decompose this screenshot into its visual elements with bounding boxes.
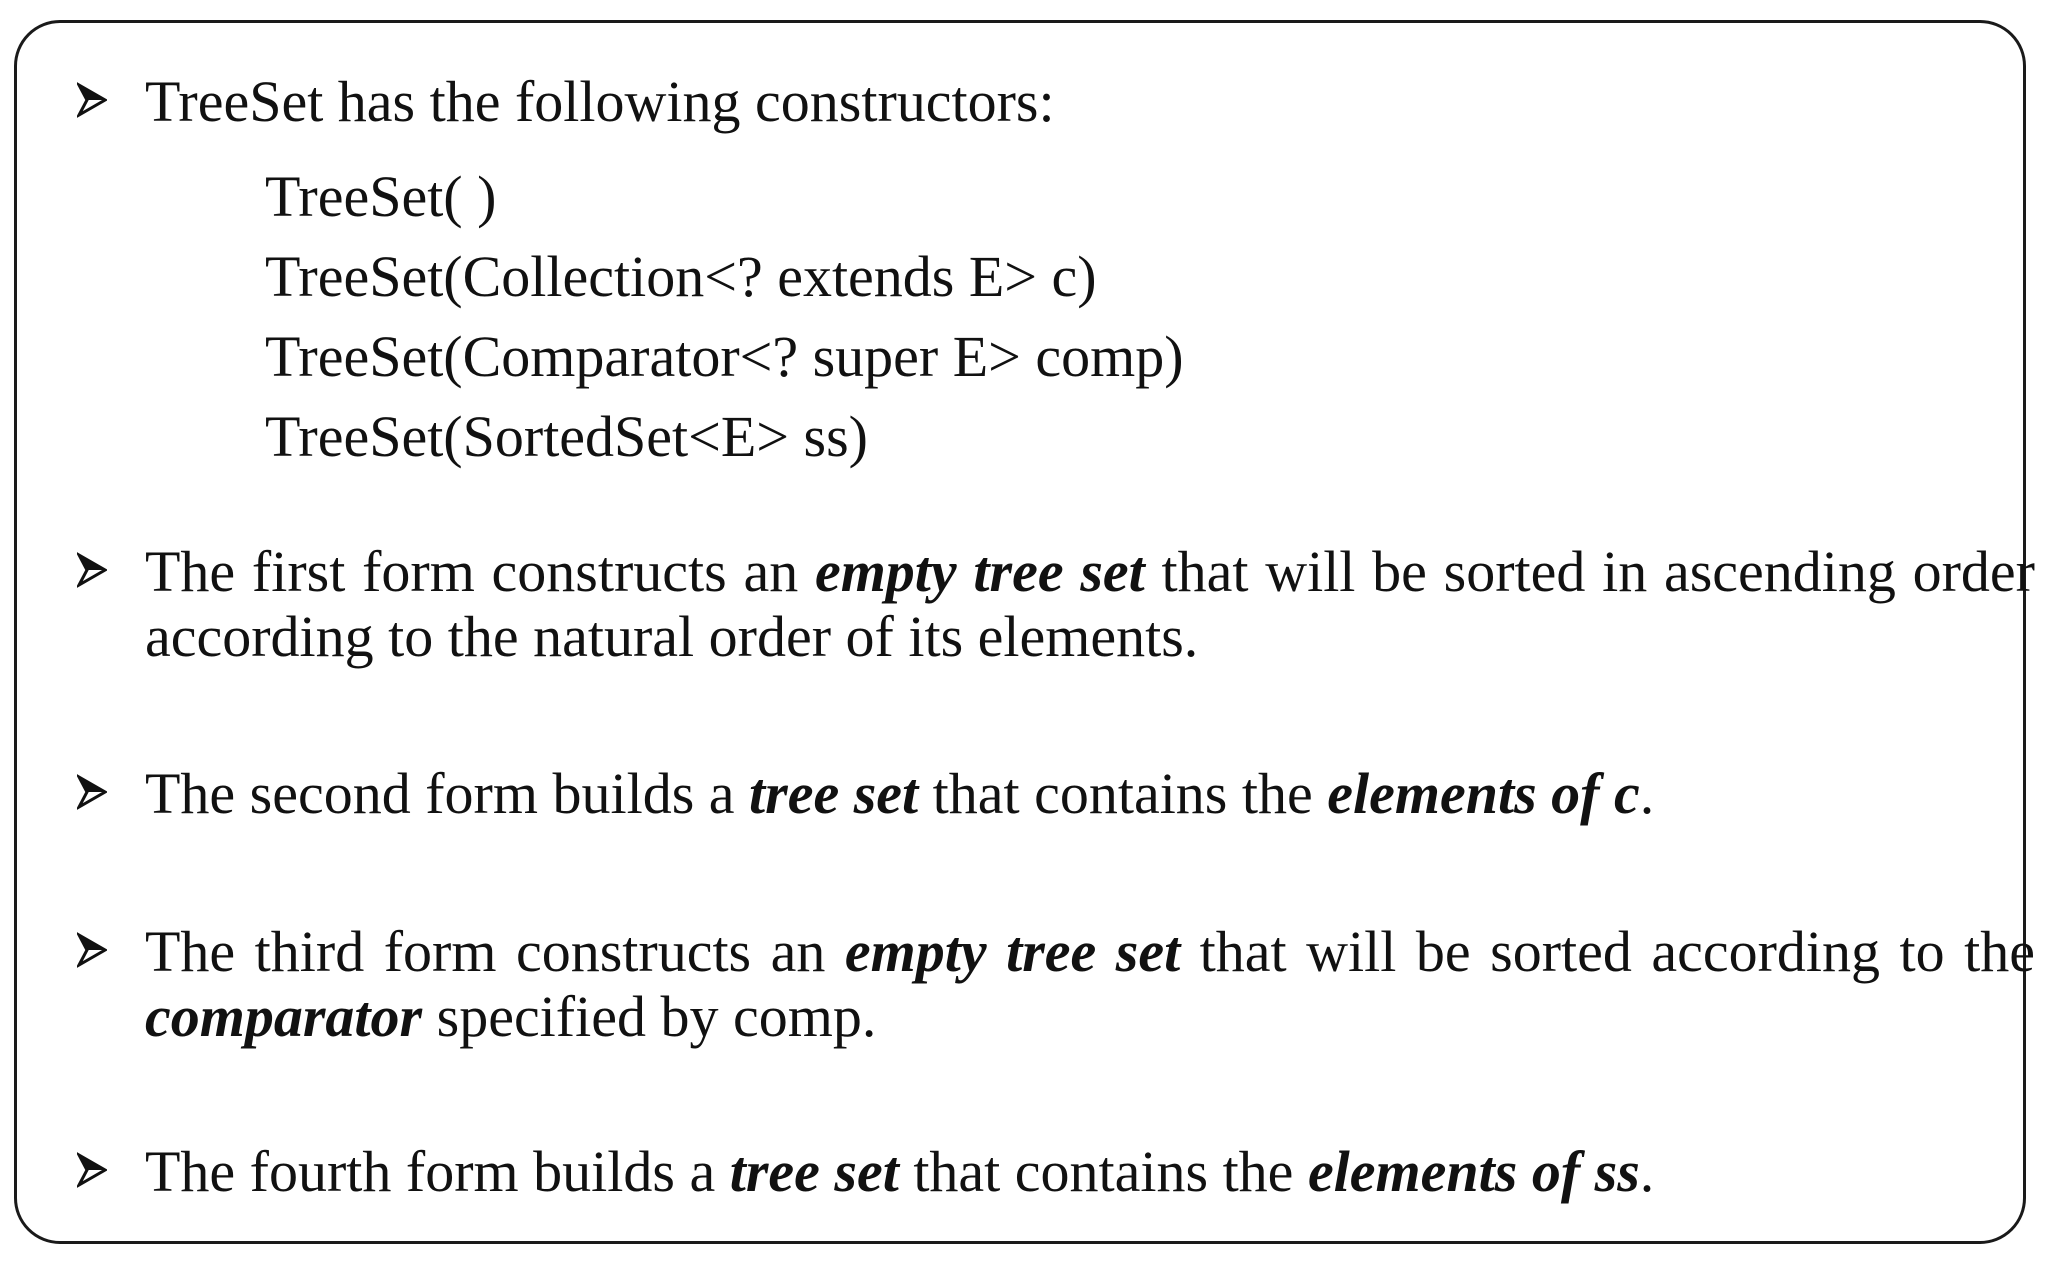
first-form-text: The first form constructs an empty tree set that will be sorted in ascending order according to the natural order of its elements.	[145, 539, 2035, 669]
second-form-text: The second form builds a tree set that contains the elements of c.	[145, 761, 1655, 826]
emphasis: empty tree set	[814, 539, 1145, 604]
emphasis: tree set	[749, 761, 919, 826]
constructor-item: TreeSet(Collection<? extends E> c)	[265, 244, 1097, 309]
arrow-bullet-icon	[77, 539, 113, 601]
emphasis: empty tree set	[844, 919, 1181, 984]
content-box	[14, 20, 2035, 1244]
constructor-item: TreeSet(Comparator<? super E> comp)	[265, 324, 1184, 389]
constructor-item: TreeSet( )	[265, 164, 497, 229]
arrow-bullet-icon	[77, 69, 113, 131]
constructor-list	[265, 157, 1184, 477]
emphasis: tree set	[729, 1139, 899, 1204]
arrow-bullet-icon	[77, 761, 113, 823]
arrow-bullet-icon	[77, 1139, 113, 1201]
fourth-form-text: The fourth form builds a tree set that contains the elements of ss.	[145, 1139, 1655, 1204]
third-form-text: The third form constructs an empty tree set that will be sorted according to the comparator specified by comp.	[145, 919, 2035, 1049]
constructor-item: TreeSet(SortedSet<E> ss)	[265, 404, 868, 469]
emphasis: comparator	[145, 984, 423, 1049]
emphasis: elements of ss	[1307, 1139, 1640, 1204]
emphasis: elements of c	[1327, 761, 1640, 826]
arrow-bullet-icon	[77, 919, 113, 981]
intro-text: TreeSet has the following constructors:	[145, 69, 1055, 134]
